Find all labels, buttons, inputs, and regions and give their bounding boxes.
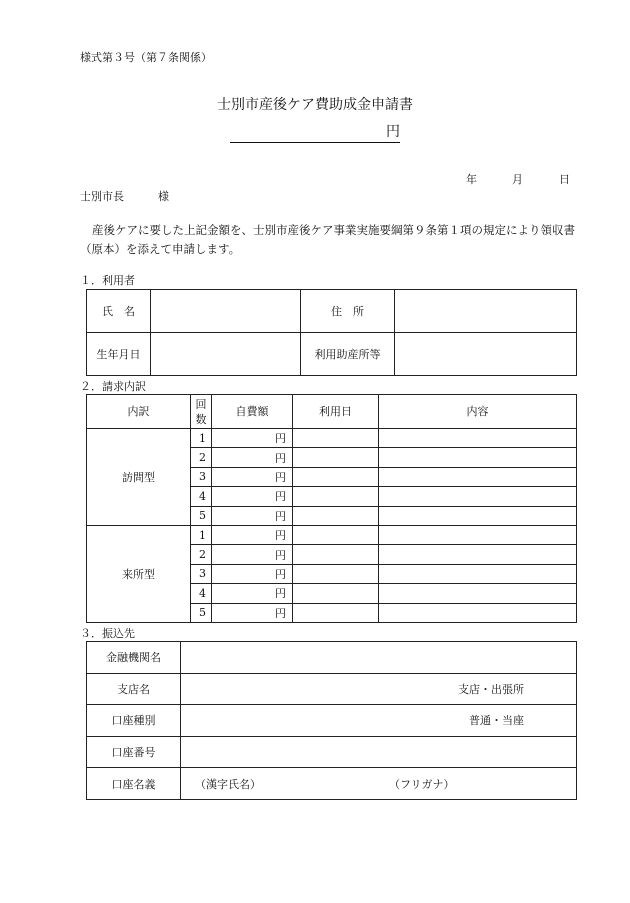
name-input[interactable] — [151, 290, 301, 333]
date-input[interactable] — [293, 603, 379, 622]
content-input[interactable] — [379, 525, 577, 544]
cost-input[interactable]: 円 — [212, 525, 293, 544]
date-input[interactable] — [293, 429, 379, 448]
content-input[interactable] — [379, 506, 577, 525]
cost-input[interactable]: 円 — [212, 603, 293, 622]
content-input[interactable] — [379, 584, 577, 603]
section-transfer-heading: ３．振込先 — [80, 627, 135, 640]
date-input[interactable] — [293, 506, 379, 525]
content-input[interactable] — [379, 545, 577, 564]
date-input[interactable] — [293, 545, 379, 564]
amount-field[interactable] — [230, 124, 400, 143]
addressee-name: 士別市長 — [80, 190, 124, 203]
row-number: 2 — [191, 448, 212, 467]
account-type-note: 普通・当座 — [469, 714, 524, 728]
address-input[interactable] — [395, 290, 577, 333]
table-row — [87, 333, 577, 376]
date-input[interactable] — [293, 467, 379, 486]
branch-input[interactable] — [181, 673, 577, 705]
row-number: 3 — [191, 564, 212, 583]
table-row — [87, 673, 577, 705]
facility-label: 利用助産所等 — [301, 333, 395, 376]
table-row — [87, 736, 577, 768]
billing-table — [86, 394, 577, 623]
address-label: 住 所 — [301, 290, 395, 333]
account-type-input[interactable] — [181, 705, 577, 737]
content-input[interactable] — [379, 603, 577, 622]
user-table — [86, 289, 577, 376]
cost-input[interactable]: 円 — [212, 448, 293, 467]
header-content: 内容 — [379, 395, 577, 429]
cost-input[interactable]: 円 — [212, 564, 293, 583]
bank-input[interactable] — [181, 642, 577, 674]
table-row — [87, 429, 577, 448]
bank-label: 金融機関名 — [87, 642, 181, 674]
table-header-row — [87, 395, 577, 429]
content-input[interactable] — [379, 429, 577, 448]
content-input[interactable] — [379, 487, 577, 506]
section-user-heading: １．利用者 — [80, 274, 135, 287]
section-billing-heading: ２．請求内訳 — [80, 380, 146, 393]
cost-input[interactable]: 円 — [212, 467, 293, 486]
furigana-note: （フリガナ） — [389, 777, 455, 791]
account-number-label: 口座番号 — [87, 736, 181, 768]
table-row — [87, 705, 577, 737]
date-input[interactable] — [293, 448, 379, 467]
header-cost: 自費額 — [212, 395, 293, 429]
transfer-table — [86, 641, 577, 800]
form-number: 様式第３号（第７条関係） — [80, 51, 212, 64]
date-input[interactable] — [293, 487, 379, 506]
row-number: 4 — [191, 584, 212, 603]
cost-input[interactable]: 円 — [212, 429, 293, 448]
row-number: 1 — [191, 429, 212, 448]
group-label-visit: 訪問型 — [87, 429, 191, 526]
account-name-input[interactable] — [181, 768, 577, 800]
kanji-name-note: （漢字氏名） — [195, 777, 261, 791]
cost-input[interactable]: 円 — [212, 545, 293, 564]
row-number: 2 — [191, 545, 212, 564]
date-input[interactable] — [293, 564, 379, 583]
account-name-label: 口座名義 — [87, 768, 181, 800]
table-row — [87, 290, 577, 333]
birth-date-label: 生年月日 — [87, 333, 151, 376]
content-input[interactable] — [379, 564, 577, 583]
statement-text: 産後ケアに要した上記金額を、士別市産後ケア事業実施要綱第９条第１項の規定により領収書（原本）を添えて申請します。 — [80, 223, 575, 256]
account-type-label: 口座種別 — [87, 705, 181, 737]
account-number-input[interactable] — [181, 736, 577, 768]
addressee — [80, 188, 169, 204]
cost-input[interactable]: 円 — [212, 487, 293, 506]
facility-input[interactable] — [395, 333, 577, 376]
date-input[interactable] — [293, 584, 379, 603]
page-title: 士別市産後ケア費助成金申請書 — [217, 97, 413, 113]
row-number: 5 — [191, 603, 212, 622]
date-year: 年 — [466, 173, 477, 186]
table-row — [87, 768, 577, 800]
table-row — [87, 525, 577, 544]
cost-input[interactable]: 円 — [212, 506, 293, 525]
birth-date-input[interactable] — [151, 333, 301, 376]
branch-label: 支店名 — [87, 673, 181, 705]
cost-input[interactable]: 円 — [212, 584, 293, 603]
header-type: 内訳 — [87, 395, 191, 429]
amount-unit: 円 — [386, 124, 400, 140]
content-input[interactable] — [379, 467, 577, 486]
row-number: 5 — [191, 506, 212, 525]
header-count: 回数 — [191, 395, 212, 429]
header-date: 利用日 — [293, 395, 379, 429]
content-input[interactable] — [379, 448, 577, 467]
date-input[interactable] — [293, 525, 379, 544]
group-label-outpatient: 来所型 — [87, 525, 191, 622]
addressee-honorific: 様 — [158, 190, 169, 203]
date-month: 月 — [512, 173, 523, 186]
date-day: 日 — [559, 173, 570, 186]
application-statement — [80, 221, 580, 259]
branch-type-note: 支店・出張所 — [458, 682, 524, 696]
table-row — [87, 642, 577, 674]
name-label: 氏 名 — [87, 290, 151, 333]
row-number: 3 — [191, 467, 212, 486]
row-number: 1 — [191, 525, 212, 544]
row-number: 4 — [191, 487, 212, 506]
